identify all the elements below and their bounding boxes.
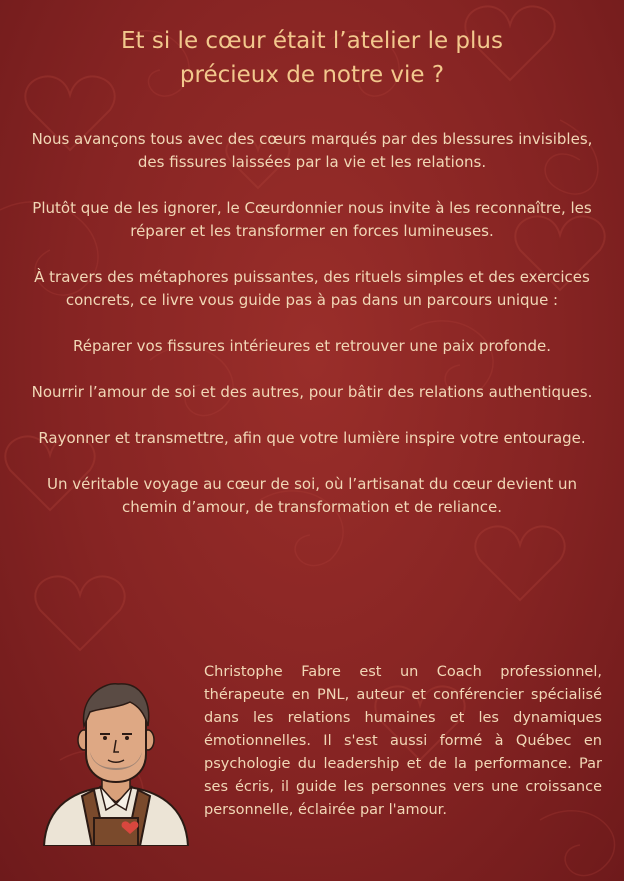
paragraph-invitation: Plutôt que de les ignorer, le Cœurdonnier nous invite à les reconnaître, les réparer et les transformer en forces lumineuses. — [32, 199, 592, 240]
paragraph-nourish: Nourrir l’amour de soi et des autres, pour bâtir des relations authentiques. — [31, 383, 593, 401]
paragraph-repair: Réparer vos fissures intérieures et retrouver une paix profonde. — [72, 337, 551, 355]
title-line-2: précieux de notre vie ? — [179, 62, 445, 88]
title-line-1: Et si le cœur était l’atelier le plus — [121, 28, 503, 54]
paragraph-method: À travers des métaphores puissantes, des rituels simples et des exercices concrets, ce livre vous guide pas à pas dans un parcours unique : — [34, 268, 590, 309]
paragraph-conclusion: Un véritable voyage au cœur de soi, où l’artisanat du cœur devient un chemin d’amour, de transformation et de reliance. — [47, 475, 577, 516]
description-block — [28, 128, 596, 542]
paragraph-intro: Nous avançons tous avec des cœurs marqués par des blessures invisibles, des fissures laissées par la vie et les relations. — [31, 130, 593, 171]
author-portrait-icon — [34, 668, 198, 846]
paragraph-radiate: Rayonner et transmettre, afin que votre lumière inspire votre entourage. — [38, 429, 586, 447]
author-bio: Christophe Fabre est un Coach professionnel, thérapeute en PNL, auteur et conférencier spécialisé dans les relations humaines et les dynamiques émotionnelles. Il s'est aussi formé à Québec en psychologie du leadership et de la performance. Par ses écris, il guide les personnes vers une croissance personnelle, éclairée par l'amour. — [204, 664, 602, 818]
page-title — [40, 24, 584, 92]
